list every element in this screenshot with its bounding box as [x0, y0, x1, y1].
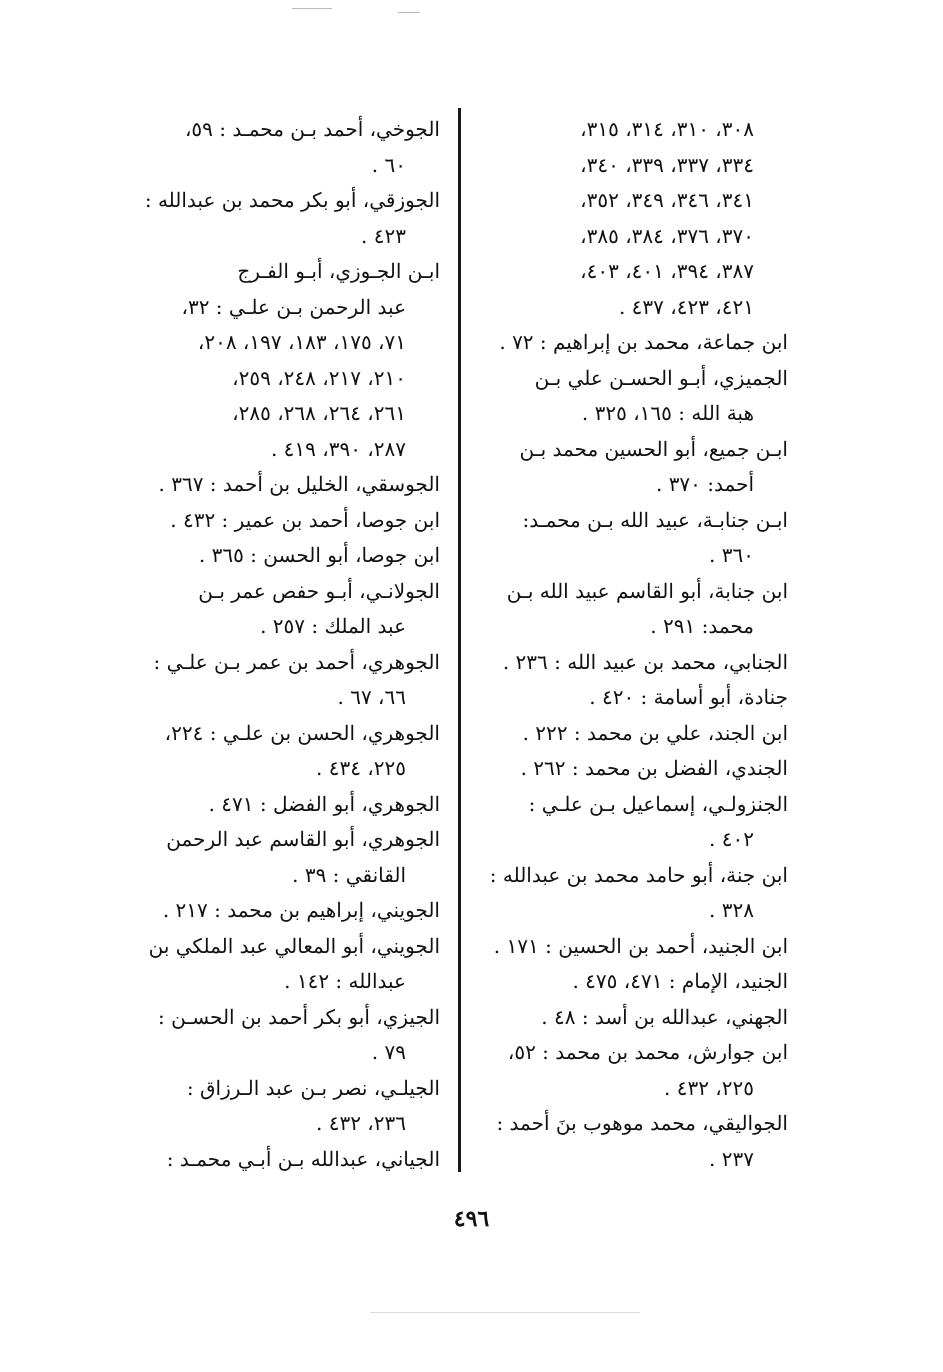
index-entry-line: الجويني، إبراهيم بن محمد : ٢١٧ .: [162, 898, 440, 922]
index-entry-line: ٢٢٥، ٤٣٢ .: [664, 1075, 754, 1100]
index-entry-line: ٣٤١، ٣٤٦، ٣٤٩، ٣٥٢،: [580, 188, 754, 212]
index-entry-line: عبد الملك : ٢٥٧ .: [260, 614, 406, 638]
index-entry-line: الجنيد، الإمام : ٤٧١، ٤٧٥ .: [572, 969, 788, 993]
index-entry-line: ابن جماعة، محمد بن إبراهيم : ٧٢ .: [499, 330, 788, 354]
index-entry-line: ٤٢٣ .: [361, 223, 406, 248]
bottom-scan-mark: [370, 1312, 640, 1313]
index-column-left: [130, 112, 440, 1177]
index-entry-line: عبدالله : ١٤٢ .: [284, 969, 406, 993]
index-entry-line: الجهني، عبدالله بن أسد : ٤٨ .: [541, 1004, 788, 1029]
index-entry-line: ٣٧٠، ٣٧٦، ٣٨٤، ٣٨٥،: [580, 223, 754, 248]
index-entry-line: عبد الرحمن بـن علـي : ٣٢،: [181, 294, 406, 319]
index-entry-line: ابن جنابة، أبو القاسم عبيد الله بـن: [506, 578, 788, 603]
index-entry-line: ابن جوارش، محمد بن محمد : ٥٢،: [507, 1040, 788, 1064]
index-entry-line: الجوخي، أحمد بـن محمـد : ٥٩،: [184, 117, 440, 141]
index-entry-line: الجندي، الفضل بن محمد : ٢٦٢ .: [520, 756, 788, 780]
index-entry-line: ٣٦٠ .: [709, 543, 754, 567]
index-entry-line: الجوزقي، أبو بكر محمد بن عبدالله :: [144, 188, 440, 212]
index-entry-line: ٦٠ .: [371, 152, 406, 177]
page-number: ٤٩٦: [453, 1206, 490, 1232]
index-entry-line: ٣٣٤، ٣٣٧، ٣٣٩، ٣٤٠،: [580, 152, 754, 177]
index-entry-line: الجنزولـي، إسماعيل بـن علـي :: [528, 791, 788, 816]
index-entry-line: ٢١٠، ٢١٧، ٢٤٨، ٢٥٩،: [232, 365, 406, 390]
index-entry-line: الجميزي، أبـو الحسـن علي بـن: [534, 365, 788, 390]
index-entry-line: ٢٢٥، ٤٣٤ .: [316, 756, 406, 780]
index-entry-line: الجوهري، أحمد بن عمر بـن علـي :: [153, 649, 440, 674]
index-column-right: [478, 112, 788, 1177]
index-entry-line: الجيزي، أبو بكر أحمد بن الحسـن :: [158, 1004, 440, 1029]
index-entry-line: ابن جنة، أبو حامد محمد بن عبدالله :: [489, 862, 788, 887]
index-entry-line: ابـن جنابـة، عبيد الله بـن محمـد:: [522, 507, 788, 532]
index-entry-line: ٢٣٧ .: [709, 1146, 754, 1171]
index-entry-line: الجويني، أبو المعالي عبد الملكي بن: [148, 933, 440, 958]
index-entry-line: ٣٢٨ .: [709, 898, 754, 922]
index-entry-line: ٣٨٧، ٣٩٤، ٤٠١، ٤٠٣،: [580, 259, 754, 283]
index-entry-line: الجوهري، أبو القاسم عبد الرحمن: [166, 827, 440, 851]
index-entry-line: الجولانـي، أبـو حفص عمر بـن: [198, 578, 440, 603]
index-entry-line: ٤٢١، ٤٢٣، ٤٣٧ .: [618, 294, 754, 319]
index-entry-line: الجيلـي، نصر بـن عبد الـرزاق :: [186, 1075, 440, 1100]
index-entry-line: ٦٦، ٦٧ .: [337, 685, 406, 709]
index-entry-line: ٢٨٧، ٣٩٠، ٤١٩ .: [270, 436, 406, 461]
index-entry-line: الجوهري، أبو الفضل : ٤٧١ .: [208, 791, 440, 816]
index-entry-line: القانقي : ٣٩ .: [292, 862, 406, 887]
index-entry-line: ابن الجنيد، أحمد بن الحسين : ١٧١ .: [493, 933, 788, 958]
index-entry-line: أحمد: ٣٧٠ .: [655, 472, 754, 496]
index-entry-line: ابن الجند، علي بن محمد : ٢٢٢ .: [522, 720, 788, 745]
index-entry-line: ٢٦١، ٢٦٤، ٢٦٨، ٢٨٥،: [232, 401, 406, 425]
index-entry-line: ٧٩ .: [371, 1040, 406, 1064]
index-entry-line: الجياني، عبدالله بـن أبـي محمـد :: [166, 1146, 440, 1171]
index-entry-line: ٢٣٦، ٤٣٢ .: [316, 1111, 406, 1135]
top-scan-mark: [292, 8, 332, 9]
index-entry-line: الجواليقي، محمد موهوب بنَ أحمد :: [496, 1111, 788, 1135]
index-entry-line: الجوسقي، الخليل بن أحمد : ٣٦٧ .: [158, 472, 440, 496]
index-entry-line: الجوهري، الحسن بن علـي : ٢٢٤،: [164, 720, 440, 745]
index-entry-line: ٧١، ١٧٥، ١٨٣، ١٩٧، ٢٠٨،: [197, 330, 406, 354]
index-entry-line: الجنابي، محمد بن عبيد الله : ٢٣٦ .: [502, 649, 788, 674]
index-entry-line: ابن جوصا، أبو الحسن : ٣٦٥ .: [198, 543, 440, 567]
index-entry-line: ٤٠٢ .: [709, 827, 754, 851]
column-divider: [458, 108, 461, 1172]
top-scan-mark-2: [398, 12, 420, 13]
index-entry-line: هبة الله : ١٦٥، ٣٢٥ .: [581, 401, 754, 425]
index-entry-line: ابن جوصا، أحمد بن عمير : ٤٣٢ .: [170, 507, 440, 532]
index-entry-line: ابـن الجـوزي، أبـو الفـرج: [237, 259, 440, 283]
index-entry-line: محمد: ٢٩١ .: [650, 614, 754, 638]
index-entry-line: جنادة، أبو أسامة : ٤٢٠ .: [589, 685, 788, 709]
index-entry-line: ٣٠٨، ٣١٠، ٣١٤، ٣١٥،: [580, 117, 754, 141]
index-entry-line: ابـن جميع، أبو الحسين محمد بـن: [519, 436, 788, 461]
